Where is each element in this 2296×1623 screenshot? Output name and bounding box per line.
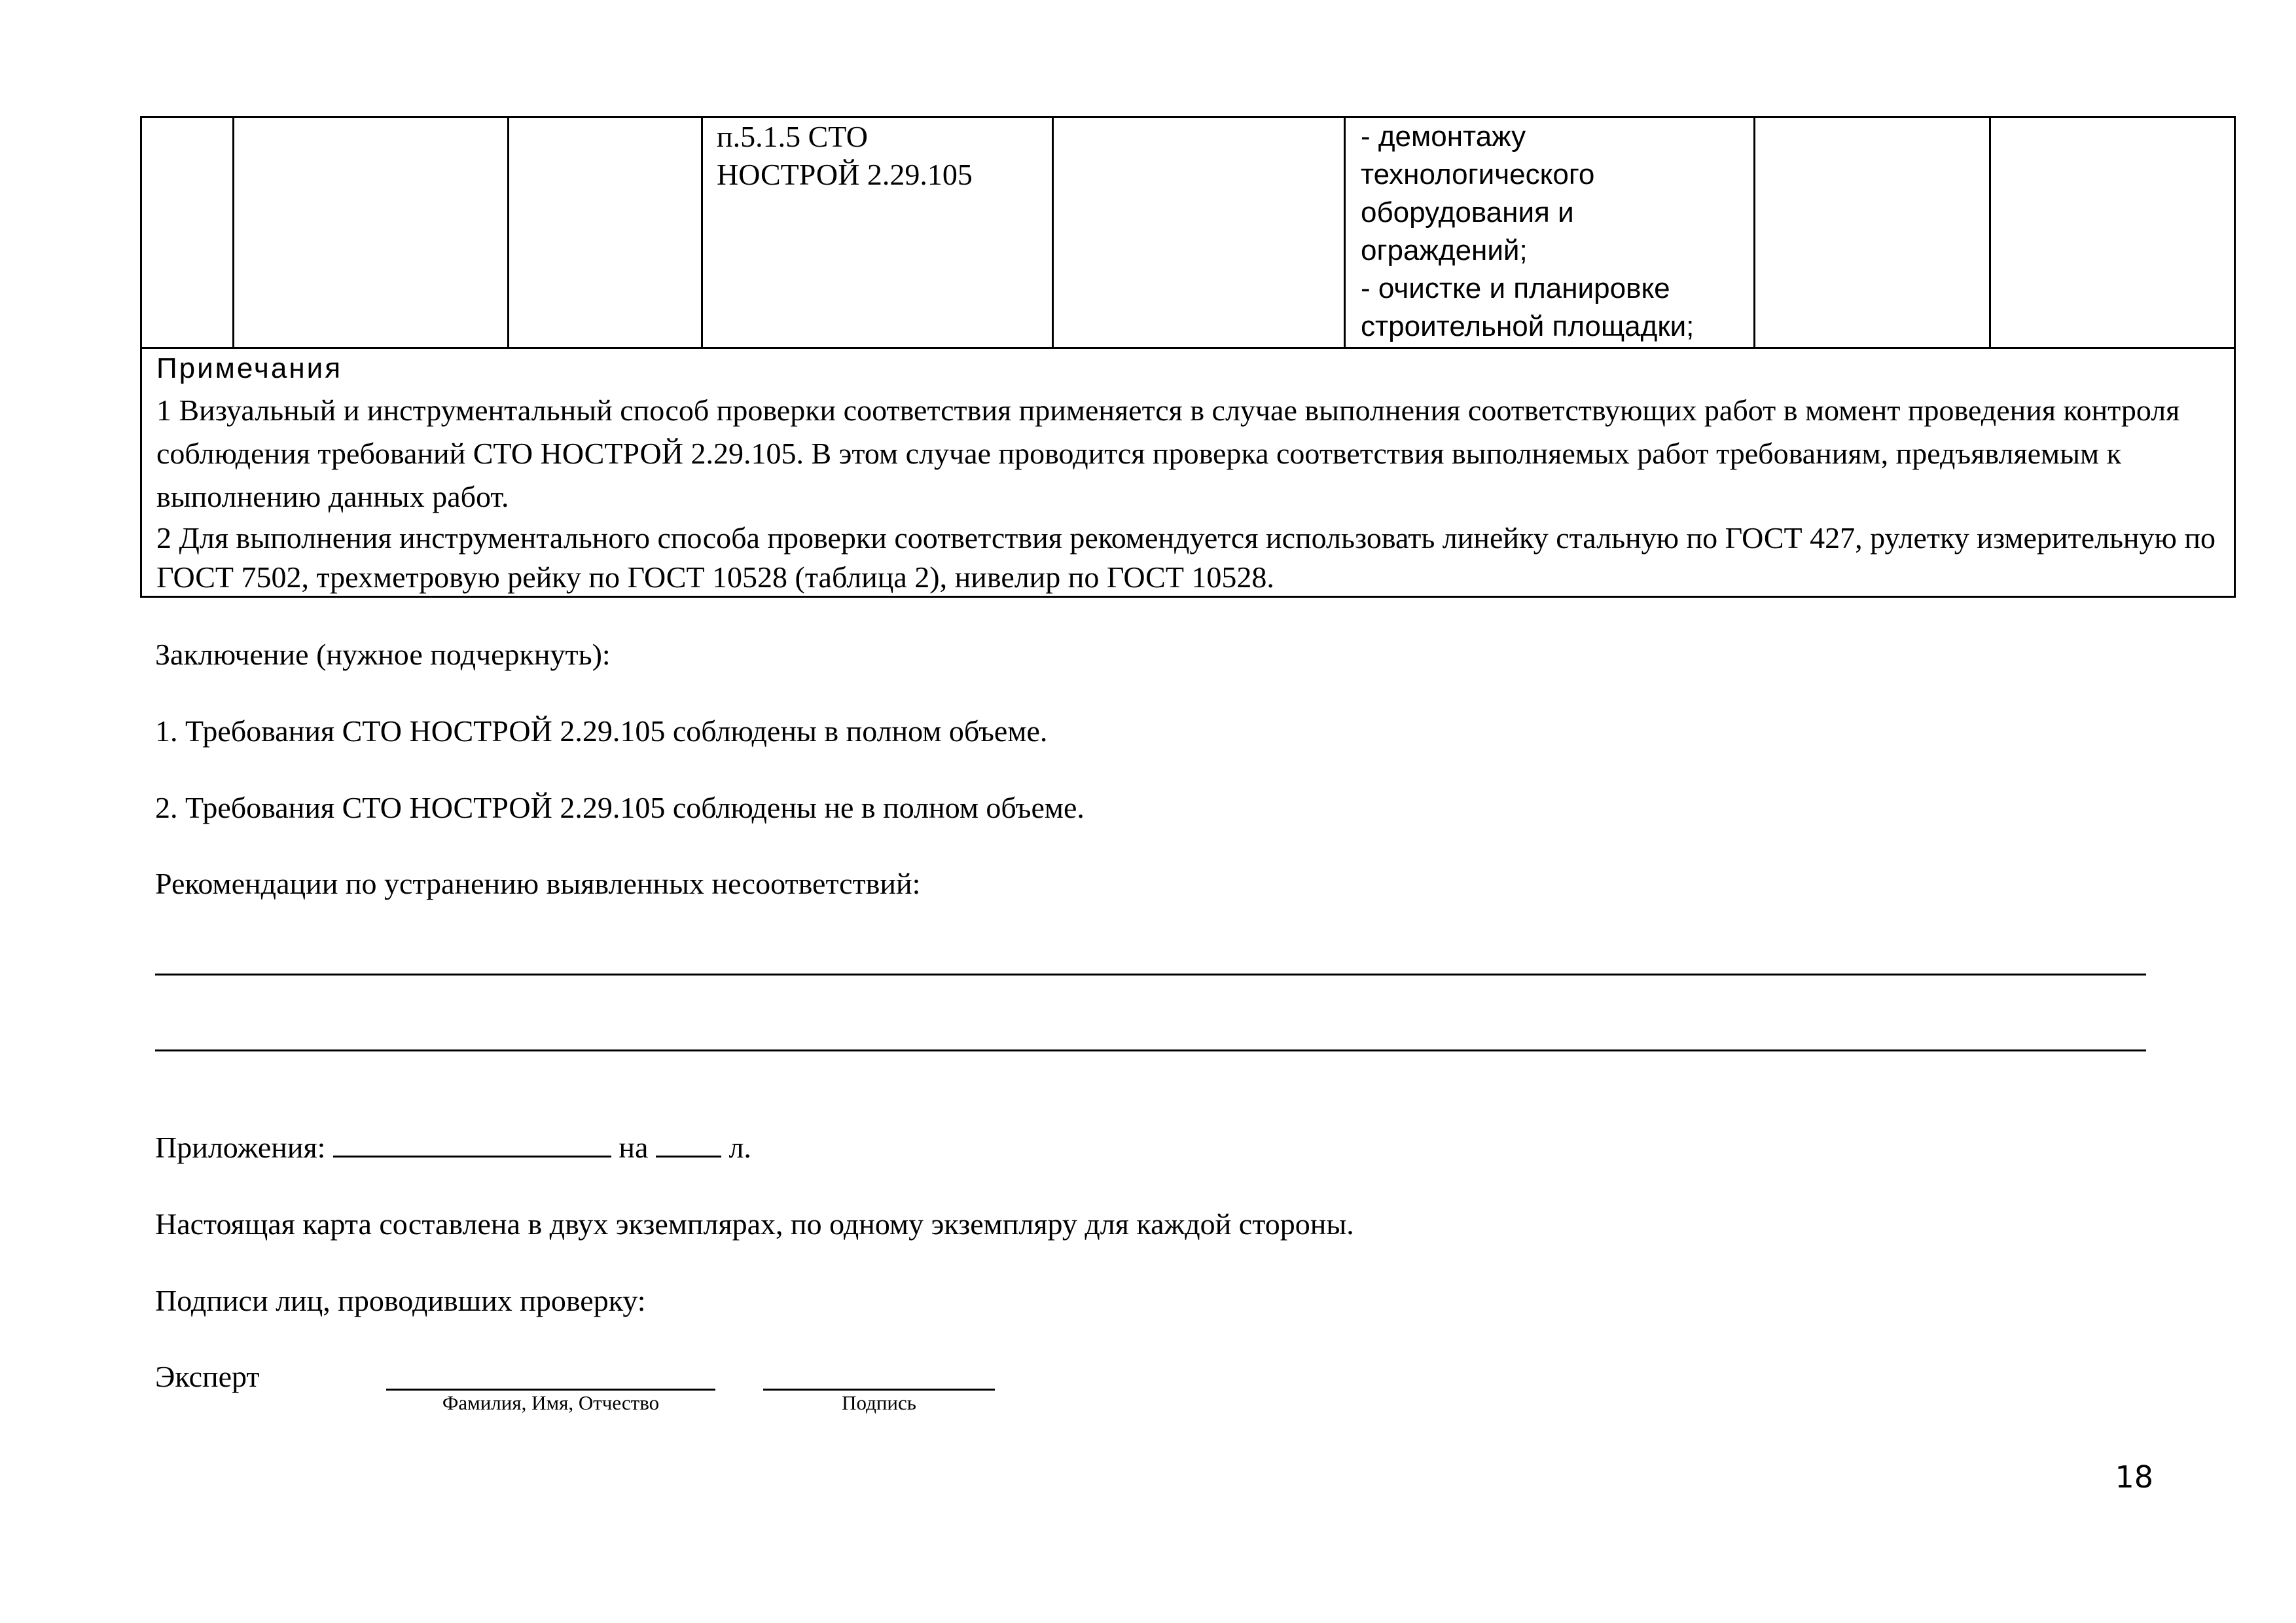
column-divider [232, 118, 234, 348]
signature-role: Эксперт [155, 1360, 260, 1393]
column-divider [1052, 118, 1054, 348]
conclusion-option-1[interactable]: 1. Требования СТО НОСТРОЙ 2.29.105 соблюдены в полном объеме. [155, 714, 1048, 748]
signature-field[interactable] [763, 1389, 995, 1391]
notes-title: Примечания [156, 352, 343, 384]
column-divider [1753, 118, 1755, 348]
column-divider [507, 118, 509, 348]
conclusion-heading: Заключение (нужное подчеркнуть): [155, 638, 611, 671]
recommendations-blank-line[interactable] [155, 974, 2146, 976]
recommendations-heading: Рекомендации по устранению выявленных несоответствий: [155, 867, 921, 900]
full-name-caption: Фамилия, Имя, Отчество [442, 1391, 660, 1414]
page-number: 18 [2115, 1459, 2153, 1495]
copies-statement: Настоящая карта составлена в двух экземплярах, по одному экземпляру для каждой стороны. [155, 1207, 1354, 1241]
attachments-pages-field[interactable] [656, 1129, 721, 1158]
attachments-name-field[interactable] [333, 1129, 611, 1158]
cell-line: оборудования и [1361, 196, 1574, 228]
cell-line: - очистке и планировке [1361, 272, 1670, 304]
note-2: 2 Для выполнения инструментального способа проверки соответствия рекомендуется использовать линейку стальную по ГОСТ 427, рулетку измерительную по ГОСТ 7502, трехметровую рейку по ГОСТ 10528 (таблица 2), нивелир по ГОСТ 10528. [156, 521, 2216, 594]
table-notes [156, 348, 2222, 597]
conclusion-option-2[interactable]: 2. Требования СТО НОСТРОЙ 2.29.105 соблюдены не в полном объеме. [155, 791, 1085, 824]
column-divider [1989, 118, 1991, 348]
cell-line: строительной площадки; [1361, 310, 1695, 342]
attachments-label: Приложения: [155, 1131, 326, 1164]
note-1: 1 Визуальный и инструментальный способ проверки соответствия применяется в случае выполнения соответствующих работ в момент проведения контроля соблюдения требований СТО НОСТРОЙ 2.29.105. В этом случае проводится проверка соответствия выполняемых работ требованиям, предъявляемым к выполнению данных работ. [156, 393, 2180, 513]
table-cell-work-list [1361, 118, 1694, 346]
recommendations-blank-line[interactable] [155, 1049, 2146, 1051]
full-name-field[interactable] [386, 1389, 715, 1391]
attachments-line [155, 1129, 751, 1166]
cell-line: ограждений; [1361, 234, 1528, 266]
inspection-table [140, 116, 2236, 598]
signature-caption: Подпись [842, 1391, 916, 1414]
attachments-on-label: на [619, 1131, 649, 1164]
cell-line: НОСТРОЙ 2.29.105 [717, 158, 973, 191]
cell-line: п.5.1.5 СТО [717, 120, 869, 153]
attachments-unit-label: л. [728, 1131, 751, 1164]
cell-line: технологического [1361, 158, 1595, 191]
cell-line: - демонтажу [1361, 120, 1526, 153]
column-divider [701, 118, 703, 348]
table-cell-standard-reference [717, 118, 973, 194]
signatures-heading: Подписи лиц, проводивших проверку: [155, 1284, 646, 1317]
column-divider [1344, 118, 1346, 348]
